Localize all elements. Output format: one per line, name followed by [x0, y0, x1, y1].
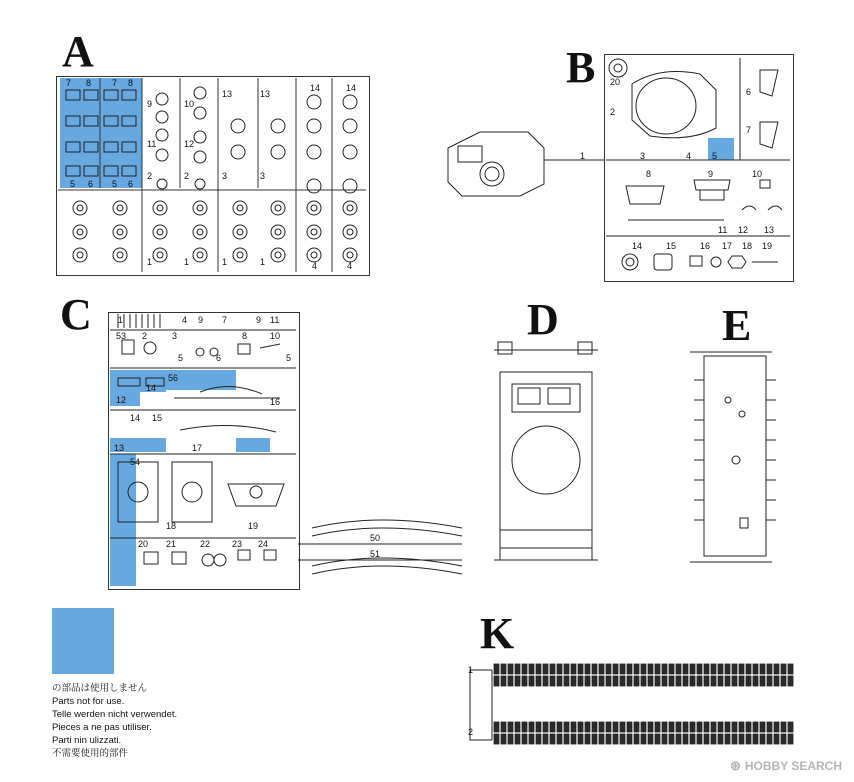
track-link — [760, 734, 765, 744]
track-link — [781, 664, 786, 674]
legend-line-italian: Parti nin ulizzati. — [52, 735, 122, 746]
track-link — [655, 676, 660, 686]
track-link — [613, 664, 618, 674]
part-number: 5 — [112, 179, 118, 189]
part-number: 11 — [147, 139, 157, 149]
part-number: 5 — [712, 151, 718, 161]
part-number: 8 — [646, 169, 652, 179]
part-number: 4 — [347, 261, 353, 271]
track-link — [711, 676, 716, 686]
part-number: 5 — [286, 353, 292, 363]
track-link — [494, 676, 499, 686]
track-link — [725, 734, 730, 744]
track-link — [648, 676, 653, 686]
track-link — [669, 722, 674, 732]
track-link — [536, 734, 541, 744]
legend-line-english: Parts not for use. — [52, 696, 125, 707]
part-number: 13 — [114, 443, 125, 453]
part-number: 16 — [270, 397, 281, 407]
track-link — [788, 734, 793, 744]
part-number: 53 — [116, 331, 127, 341]
track-link — [760, 722, 765, 732]
part-number: 1 — [468, 665, 474, 675]
track-link — [746, 722, 751, 732]
track-link — [606, 664, 611, 674]
part-number: 12 — [738, 225, 749, 235]
track-link — [648, 664, 653, 674]
part-number: 3 — [222, 171, 228, 181]
track-link — [767, 722, 772, 732]
sprue-letter-d: D — [527, 295, 559, 344]
track-link — [662, 722, 667, 732]
part-number: 14 — [310, 83, 321, 93]
track-link — [522, 676, 527, 686]
part-number: 14 — [146, 383, 157, 393]
track-link — [592, 734, 597, 744]
track-link — [550, 664, 555, 674]
track-link — [753, 676, 758, 686]
track-link — [508, 664, 513, 674]
track-link — [585, 676, 590, 686]
track-link — [739, 676, 744, 686]
part-number: 5 — [178, 353, 184, 363]
part-number: 19 — [762, 241, 773, 251]
track-link — [739, 664, 744, 674]
track-link — [599, 664, 604, 674]
track-link — [655, 664, 660, 674]
track-link — [690, 734, 695, 744]
track-link — [627, 734, 632, 744]
part-number: 6 — [88, 179, 94, 189]
track-link — [634, 722, 639, 732]
track-link — [529, 734, 534, 744]
track-link — [704, 664, 709, 674]
track-link — [774, 722, 779, 732]
track-link — [683, 722, 688, 732]
track-link — [585, 734, 590, 744]
track-link — [508, 722, 513, 732]
track-link — [641, 664, 646, 674]
track-link — [690, 664, 695, 674]
track-link — [571, 676, 576, 686]
track-link — [788, 722, 793, 732]
watermark — [730, 758, 842, 774]
track-link — [599, 676, 604, 686]
track-link — [501, 676, 506, 686]
track-link — [585, 722, 590, 732]
part-number: 1 — [260, 257, 266, 267]
part-number: 12 — [116, 395, 127, 405]
track-link — [564, 734, 569, 744]
part-number: 7 — [746, 125, 752, 135]
part-number: 13 — [260, 89, 271, 99]
part-number: 14 — [130, 413, 141, 423]
part-number: 1 — [222, 257, 228, 267]
track-link — [718, 676, 723, 686]
sprue-letter-c: C — [60, 290, 92, 339]
track-link — [613, 722, 618, 732]
track-link — [704, 676, 709, 686]
track-link — [746, 734, 751, 744]
track-link — [522, 734, 527, 744]
part-number: 18 — [166, 521, 177, 531]
part-number: 4 — [686, 151, 692, 161]
part-number: 15 — [152, 413, 163, 423]
part-number: 13 — [222, 89, 233, 99]
track-link — [592, 722, 597, 732]
track-link — [697, 664, 702, 674]
track-link — [676, 734, 681, 744]
part-number: 19 — [248, 521, 259, 531]
track-link — [627, 676, 632, 686]
track-link — [662, 664, 667, 674]
track-link — [655, 722, 660, 732]
part-number: 4 — [182, 315, 188, 325]
track-link — [606, 734, 611, 744]
track-link — [676, 676, 681, 686]
track-link — [683, 664, 688, 674]
part-number: 14 — [632, 241, 643, 251]
part-number: 3 — [260, 171, 266, 181]
sprue-letter-k: K — [480, 609, 515, 658]
track-link — [767, 664, 772, 674]
part-number: 1 — [118, 315, 124, 325]
track-link — [557, 676, 562, 686]
track-link — [753, 664, 758, 674]
track-link — [557, 664, 562, 674]
track-link — [781, 734, 786, 744]
track-link — [571, 722, 576, 732]
track-link — [662, 734, 667, 744]
track-link — [592, 664, 597, 674]
track-link — [767, 676, 772, 686]
track-link — [711, 664, 716, 674]
track-link — [585, 664, 590, 674]
track-link — [529, 676, 534, 686]
part-number: 2 — [147, 171, 153, 181]
track-link — [522, 664, 527, 674]
track-link — [648, 734, 653, 744]
track-link — [739, 722, 744, 732]
track-link — [767, 734, 772, 744]
part-number: 9 — [708, 169, 714, 179]
track-link — [718, 734, 723, 744]
part-number: 2 — [184, 171, 190, 181]
part-number: 50 — [370, 533, 381, 543]
track-link — [494, 664, 499, 674]
track-link — [641, 734, 646, 744]
track-link — [753, 734, 758, 744]
track-link — [571, 734, 576, 744]
track-link — [620, 722, 625, 732]
track-link — [494, 722, 499, 732]
track-link — [711, 722, 716, 732]
track-link — [627, 722, 632, 732]
part-number: 3 — [172, 331, 178, 341]
part-number: 9 — [198, 315, 204, 325]
part-number: 54 — [130, 457, 141, 467]
track-link — [781, 722, 786, 732]
track-link — [697, 676, 702, 686]
track-link — [606, 722, 611, 732]
track-link — [683, 734, 688, 744]
part-number: 11 — [270, 315, 280, 325]
track-link — [690, 722, 695, 732]
watermark-text: HOBBY SEARCH — [744, 759, 842, 773]
track-link — [655, 734, 660, 744]
track-link — [788, 664, 793, 674]
part-number: 7 — [222, 315, 228, 325]
legend-line-french: Pieces a ne pas utiliser. — [52, 722, 152, 733]
track-link — [697, 734, 702, 744]
track-link — [543, 734, 548, 744]
track-link — [564, 676, 569, 686]
part-number: 21 — [166, 539, 177, 549]
part-number: 23 — [232, 539, 243, 549]
part-number: 13 — [764, 225, 775, 235]
part-number: 4 — [312, 261, 318, 271]
part-number: 15 — [666, 241, 677, 251]
track-link — [613, 734, 618, 744]
part-number: 2 — [610, 107, 616, 117]
track-link — [634, 734, 639, 744]
part-number: 2 — [468, 727, 474, 737]
track-link — [648, 722, 653, 732]
track-link — [543, 664, 548, 674]
track-link — [739, 734, 744, 744]
part-number: 9 — [256, 315, 262, 325]
part-number: 8 — [128, 78, 134, 88]
sprue-letter-a: A — [62, 27, 94, 76]
part-number: 2 — [142, 331, 148, 341]
track-link — [515, 722, 520, 732]
track-link — [620, 676, 625, 686]
legend-line-chinese: 不需要使用的部件 — [52, 748, 129, 759]
part-number: 22 — [200, 539, 211, 549]
track-link — [599, 722, 604, 732]
track-link — [662, 676, 667, 686]
track-link — [564, 722, 569, 732]
sprue-letter-b: B — [566, 43, 596, 92]
part-number: 56 — [168, 373, 179, 383]
track-link — [620, 734, 625, 744]
part-number: 7 — [66, 78, 72, 88]
track-link — [788, 676, 793, 686]
sprue-letter-e: E — [722, 301, 752, 350]
track-link — [676, 722, 681, 732]
track-link — [508, 676, 513, 686]
track-link — [543, 722, 548, 732]
part-number: 5 — [70, 179, 76, 189]
track-link — [711, 734, 716, 744]
track-link — [676, 664, 681, 674]
track-link — [669, 676, 674, 686]
part-number: 1 — [580, 151, 586, 161]
part-number: 6 — [128, 179, 134, 189]
track-link — [550, 722, 555, 732]
track-link — [592, 676, 597, 686]
part-number: 3 — [640, 151, 646, 161]
part-number: 17 — [722, 241, 733, 251]
track-link — [529, 664, 534, 674]
part-number: 1 — [147, 257, 153, 267]
part-number: 12 — [184, 139, 195, 149]
track-link — [718, 664, 723, 674]
part-number: 7 — [112, 78, 118, 88]
track-link — [725, 676, 730, 686]
track-link — [536, 664, 541, 674]
track-link — [571, 664, 576, 674]
part-number: 8 — [86, 78, 92, 88]
part-number: 14 — [346, 83, 357, 93]
part-number: 11 — [718, 225, 728, 235]
part-number: 10 — [752, 169, 763, 179]
track-link — [557, 722, 562, 732]
part-number: 20 — [610, 77, 621, 87]
track-link — [557, 734, 562, 744]
track-link — [536, 676, 541, 686]
track-link — [760, 676, 765, 686]
hobbysearch-logo-icon: ⊛ — [729, 758, 741, 773]
track-link — [578, 676, 583, 686]
track-link — [634, 664, 639, 674]
track-link — [746, 676, 751, 686]
track-link — [515, 734, 520, 744]
track-link — [501, 664, 506, 674]
track-link — [760, 664, 765, 674]
track-link — [564, 664, 569, 674]
track-link — [641, 722, 646, 732]
track-link — [578, 664, 583, 674]
part-number: 8 — [242, 331, 248, 341]
track-link — [683, 676, 688, 686]
track-link — [704, 722, 709, 732]
track-link — [725, 664, 730, 674]
track-link — [732, 722, 737, 732]
part-number: 17 — [192, 443, 203, 453]
track-link — [690, 676, 695, 686]
track-link — [501, 734, 506, 744]
track-link — [515, 664, 520, 674]
part-number: 6 — [216, 353, 222, 363]
track-link — [578, 734, 583, 744]
part-number: 20 — [138, 539, 149, 549]
track-link — [613, 676, 618, 686]
track-link — [774, 676, 779, 686]
track-link — [746, 664, 751, 674]
track-link — [536, 722, 541, 732]
track-link — [704, 734, 709, 744]
track-link — [774, 734, 779, 744]
track-link — [515, 676, 520, 686]
part-number: 9 — [147, 99, 153, 109]
track-link — [508, 734, 513, 744]
part-number: 51 — [370, 549, 381, 559]
part-number: 16 — [700, 241, 711, 251]
track-link — [669, 734, 674, 744]
part-number: 10 — [184, 99, 195, 109]
track-link — [634, 676, 639, 686]
track-link — [494, 734, 499, 744]
track-link — [753, 722, 758, 732]
track-link — [550, 676, 555, 686]
track-link — [578, 722, 583, 732]
part-number: 10 — [270, 331, 281, 341]
track-link — [550, 734, 555, 744]
part-number: 24 — [258, 539, 269, 549]
track-link — [732, 734, 737, 744]
track-link — [669, 664, 674, 674]
track-link — [620, 664, 625, 674]
track-link — [627, 664, 632, 674]
part-number: 18 — [742, 241, 753, 251]
track-link — [718, 722, 723, 732]
track-link — [529, 722, 534, 732]
track-link — [501, 722, 506, 732]
part-number: 1 — [184, 257, 190, 267]
part-number: 6 — [746, 87, 752, 97]
track-link — [725, 722, 730, 732]
track-link — [641, 676, 646, 686]
legend-swatch — [52, 608, 114, 674]
track-link — [732, 664, 737, 674]
legend-line-german: Telle werden nicht verwendet. — [52, 709, 178, 720]
legend-line-japanese: の部品は使用しません — [52, 683, 148, 694]
track-link — [781, 676, 786, 686]
track-link — [774, 664, 779, 674]
track-link — [522, 722, 527, 732]
track-link — [606, 676, 611, 686]
track-link — [543, 676, 548, 686]
track-link — [732, 676, 737, 686]
track-link — [599, 734, 604, 744]
track-link — [697, 722, 702, 732]
